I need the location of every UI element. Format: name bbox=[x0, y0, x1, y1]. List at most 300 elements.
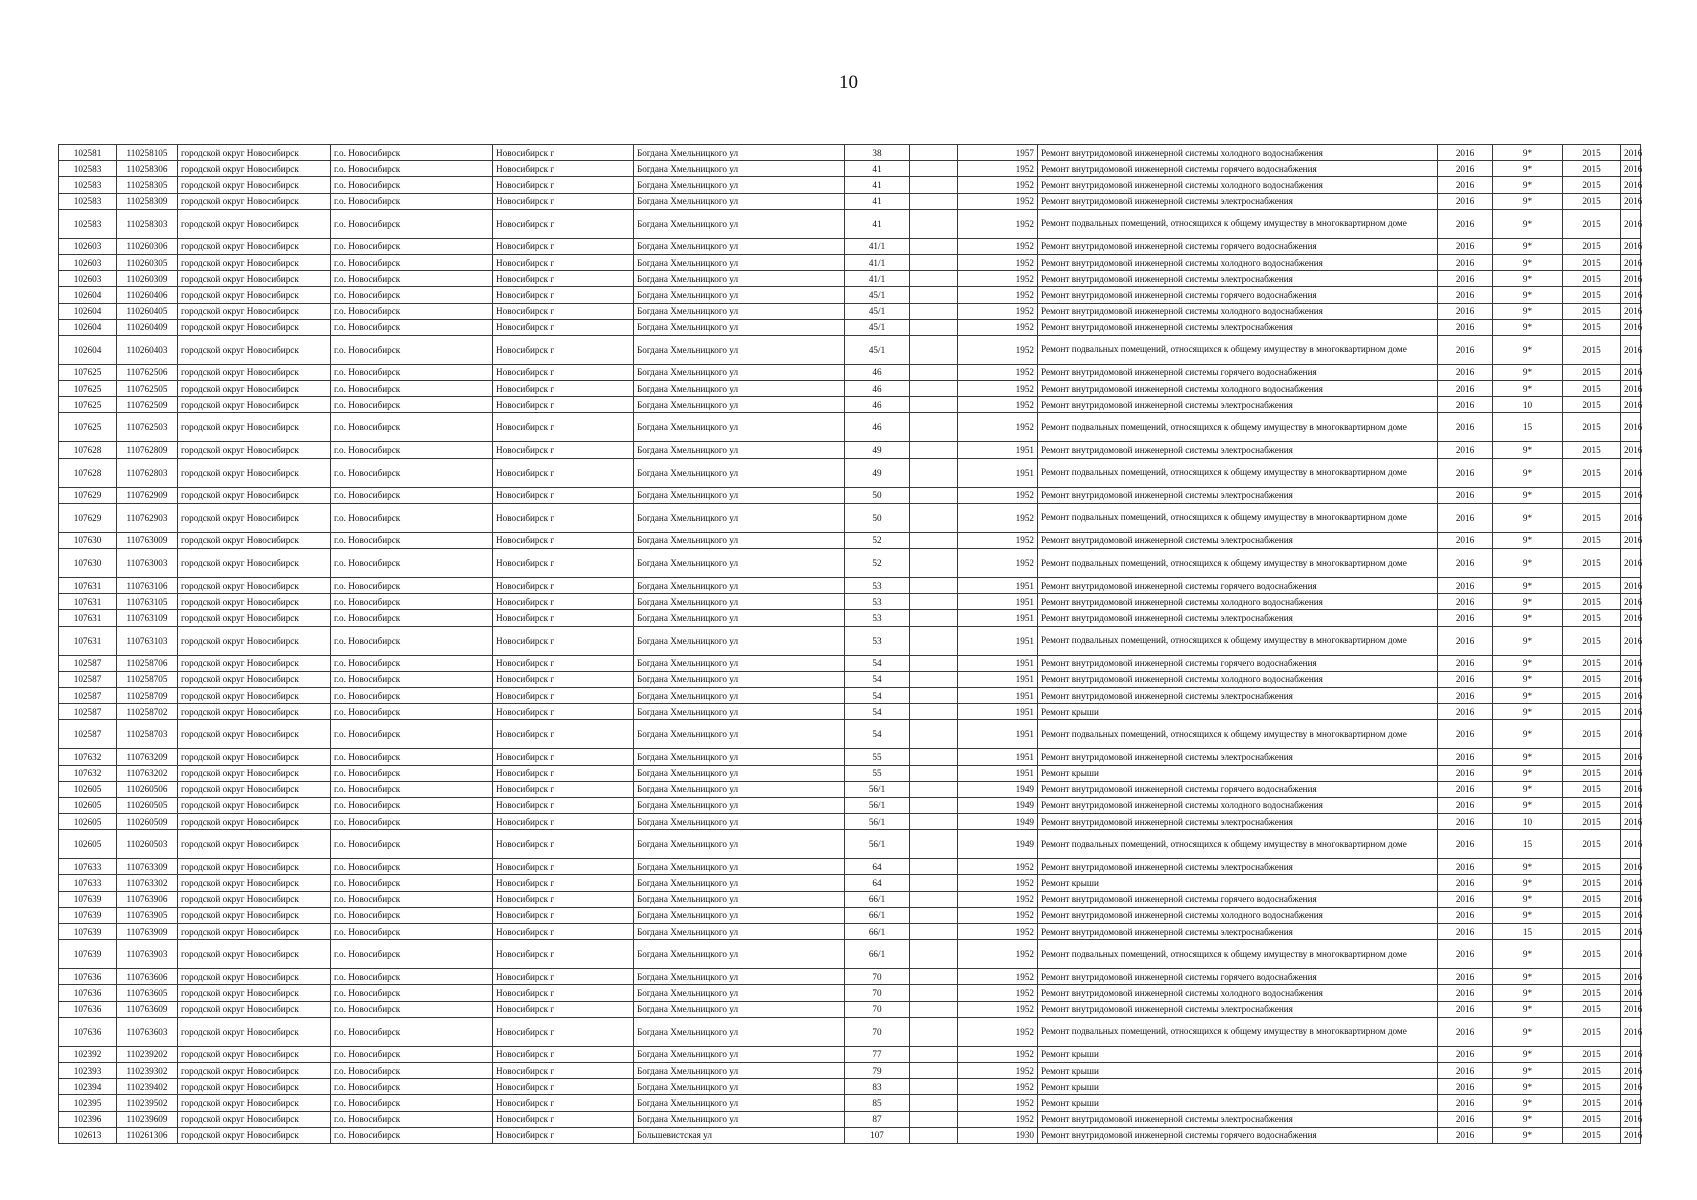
work-type-cell: Ремонт внутридомовой инженерной системы холодного водоснабжения bbox=[1038, 594, 1438, 610]
street-cell: Богдана Хмельницкого ул bbox=[634, 907, 845, 923]
street-cell: Богдана Хмельницкого ул bbox=[634, 781, 845, 797]
street-cell: Богдана Хмельницкого ул bbox=[634, 532, 845, 548]
work-type-cell: Ремонт внутридомовой инженерной системы холодного водоснабжения bbox=[1038, 303, 1438, 319]
code-cell: 110763109 bbox=[117, 610, 178, 626]
row-id-cell: 102604 bbox=[59, 287, 117, 303]
term-cell: 9* bbox=[1493, 145, 1563, 161]
street-cell: Богдана Хмельницкого ул bbox=[634, 503, 845, 532]
code-cell: 110763606 bbox=[117, 969, 178, 985]
year-built-cell: 1951 bbox=[958, 749, 1038, 765]
year-built-cell: 1952 bbox=[958, 1062, 1038, 1078]
building-cell bbox=[910, 458, 958, 487]
building-cell bbox=[910, 254, 958, 270]
building-cell bbox=[910, 1017, 958, 1046]
plan-year-cell: 2016 bbox=[1438, 940, 1493, 969]
start-year-cell: 2015 bbox=[1563, 335, 1621, 364]
start-year-cell: 2015 bbox=[1563, 1001, 1621, 1017]
district-cell: городской округ Новосибирск bbox=[178, 671, 331, 687]
work-type-cell: Ремонт подвальных помещений, относящихся к общему имуществу в многоквартирном доме bbox=[1038, 503, 1438, 532]
house-number-cell: 54 bbox=[845, 720, 910, 749]
street-cell: Богдана Хмельницкого ул bbox=[634, 1046, 845, 1062]
plan-year-cell: 2016 bbox=[1438, 985, 1493, 1001]
street-cell: Богдана Хмельницкого ул bbox=[634, 940, 845, 969]
municipality-cell: г.о. Новосибирск bbox=[331, 765, 493, 781]
code-cell: 110260403 bbox=[117, 335, 178, 364]
street-cell: Богдана Хмельницкого ул bbox=[634, 1062, 845, 1078]
year-built-cell: 1951 bbox=[958, 687, 1038, 703]
building-cell bbox=[910, 907, 958, 923]
end-year-cell: 2016 bbox=[1621, 381, 1641, 397]
end-year-cell: 2016 bbox=[1621, 254, 1641, 270]
end-year-cell: 2016 bbox=[1621, 193, 1641, 209]
start-year-cell: 2015 bbox=[1563, 969, 1621, 985]
municipality-cell: г.о. Новосибирск bbox=[331, 1079, 493, 1095]
term-cell: 9* bbox=[1493, 319, 1563, 335]
house-number-cell: 53 bbox=[845, 578, 910, 594]
work-type-cell: Ремонт внутридомовой инженерной системы электроснабжения bbox=[1038, 924, 1438, 940]
building-cell bbox=[910, 335, 958, 364]
table-row bbox=[59, 1017, 1641, 1046]
plan-year-cell: 2016 bbox=[1438, 381, 1493, 397]
year-built-cell: 1951 bbox=[958, 671, 1038, 687]
work-type-cell: Ремонт внутридомовой инженерной системы холодного водоснабжения bbox=[1038, 985, 1438, 1001]
start-year-cell: 2015 bbox=[1563, 287, 1621, 303]
year-built-cell: 1952 bbox=[958, 364, 1038, 380]
street-cell: Богдана Хмельницкого ул bbox=[634, 303, 845, 319]
end-year-cell: 2016 bbox=[1621, 671, 1641, 687]
year-built-cell: 1952 bbox=[958, 1001, 1038, 1017]
municipality-cell: г.о. Новосибирск bbox=[331, 891, 493, 907]
code-cell: 110258702 bbox=[117, 704, 178, 720]
code-cell: 110762503 bbox=[117, 413, 178, 442]
work-type-cell: Ремонт крыши bbox=[1038, 765, 1438, 781]
term-cell: 9* bbox=[1493, 1111, 1563, 1127]
plan-year-cell: 2016 bbox=[1438, 720, 1493, 749]
start-year-cell: 2015 bbox=[1563, 859, 1621, 875]
district-cell: городской округ Новосибирск bbox=[178, 442, 331, 458]
row-id-cell: 102603 bbox=[59, 254, 117, 270]
work-type-cell: Ремонт крыши bbox=[1038, 1062, 1438, 1078]
building-cell bbox=[910, 891, 958, 907]
term-cell: 10 bbox=[1493, 397, 1563, 413]
table-row bbox=[59, 1001, 1641, 1017]
building-cell bbox=[910, 720, 958, 749]
district-cell: городской округ Новосибирск bbox=[178, 549, 331, 578]
work-type-cell: Ремонт внутридомовой инженерной системы электроснабжения bbox=[1038, 1001, 1438, 1017]
row-id-cell: 102587 bbox=[59, 720, 117, 749]
street-cell: Богдана Хмельницкого ул bbox=[634, 458, 845, 487]
year-built-cell: 1952 bbox=[958, 1046, 1038, 1062]
code-cell: 110763906 bbox=[117, 891, 178, 907]
code-cell: 110763103 bbox=[117, 626, 178, 655]
start-year-cell: 2015 bbox=[1563, 458, 1621, 487]
district-cell: городской округ Новосибирск bbox=[178, 487, 331, 503]
house-number-cell: 55 bbox=[845, 749, 910, 765]
house-number-cell: 77 bbox=[845, 1046, 910, 1062]
term-cell: 9* bbox=[1493, 254, 1563, 270]
house-number-cell: 107 bbox=[845, 1127, 910, 1143]
table-row bbox=[59, 940, 1641, 969]
row-id-cell: 107625 bbox=[59, 397, 117, 413]
street-cell: Богдана Хмельницкого ул bbox=[634, 364, 845, 380]
building-cell bbox=[910, 969, 958, 985]
district-cell: городской округ Новосибирск bbox=[178, 287, 331, 303]
row-id-cell: 102605 bbox=[59, 781, 117, 797]
code-cell: 110762509 bbox=[117, 397, 178, 413]
term-cell: 9* bbox=[1493, 765, 1563, 781]
work-type-cell: Ремонт внутридомовой инженерной системы холодного водоснабжения bbox=[1038, 145, 1438, 161]
work-type-cell: Ремонт внутридомовой инженерной системы горячего водоснабжения bbox=[1038, 1127, 1438, 1143]
plan-year-cell: 2016 bbox=[1438, 238, 1493, 254]
row-id-cell: 107639 bbox=[59, 924, 117, 940]
end-year-cell: 2016 bbox=[1621, 859, 1641, 875]
year-built-cell: 1949 bbox=[958, 781, 1038, 797]
year-built-cell: 1930 bbox=[958, 1127, 1038, 1143]
locality-cell: Новосибирск г bbox=[493, 145, 634, 161]
term-cell: 9* bbox=[1493, 381, 1563, 397]
house-number-cell: 66/1 bbox=[845, 891, 910, 907]
row-id-cell: 102583 bbox=[59, 209, 117, 238]
start-year-cell: 2015 bbox=[1563, 303, 1621, 319]
plan-year-cell: 2016 bbox=[1438, 177, 1493, 193]
district-cell: городской округ Новосибирск bbox=[178, 687, 331, 703]
municipality-cell: г.о. Новосибирск bbox=[331, 271, 493, 287]
plan-year-cell: 2016 bbox=[1438, 145, 1493, 161]
code-cell: 110260505 bbox=[117, 797, 178, 813]
work-type-cell: Ремонт внутридомовой инженерной системы электроснабжения bbox=[1038, 687, 1438, 703]
locality-cell: Новосибирск г bbox=[493, 594, 634, 610]
plan-year-cell: 2016 bbox=[1438, 254, 1493, 270]
table-row bbox=[59, 797, 1641, 813]
building-cell bbox=[910, 503, 958, 532]
house-number-cell: 53 bbox=[845, 610, 910, 626]
plan-year-cell: 2016 bbox=[1438, 303, 1493, 319]
row-id-cell: 107639 bbox=[59, 907, 117, 923]
table-row bbox=[59, 145, 1641, 161]
end-year-cell: 2016 bbox=[1621, 442, 1641, 458]
row-id-cell: 107639 bbox=[59, 891, 117, 907]
district-cell: городской округ Новосибирск bbox=[178, 1001, 331, 1017]
municipality-cell: г.о. Новосибирск bbox=[331, 830, 493, 859]
locality-cell: Новосибирск г bbox=[493, 1095, 634, 1111]
locality-cell: Новосибирск г bbox=[493, 985, 634, 1001]
table-row bbox=[59, 209, 1641, 238]
locality-cell: Новосибирск г bbox=[493, 610, 634, 626]
start-year-cell: 2015 bbox=[1563, 594, 1621, 610]
house-number-cell: 49 bbox=[845, 442, 910, 458]
building-cell bbox=[910, 859, 958, 875]
house-number-cell: 70 bbox=[845, 1001, 910, 1017]
work-type-cell: Ремонт внутридомовой инженерной системы холодного водоснабжения bbox=[1038, 254, 1438, 270]
municipality-cell: г.о. Новосибирск bbox=[331, 1017, 493, 1046]
work-type-cell: Ремонт внутридомовой инженерной системы электроснабжения bbox=[1038, 1111, 1438, 1127]
code-cell: 110763202 bbox=[117, 765, 178, 781]
municipality-cell: г.о. Новосибирск bbox=[331, 655, 493, 671]
work-type-cell: Ремонт внутридомовой инженерной системы горячего водоснабжения bbox=[1038, 238, 1438, 254]
end-year-cell: 2016 bbox=[1621, 364, 1641, 380]
end-year-cell: 2016 bbox=[1621, 594, 1641, 610]
term-cell: 9* bbox=[1493, 907, 1563, 923]
table-row bbox=[59, 549, 1641, 578]
municipality-cell: г.о. Новосибирск bbox=[331, 209, 493, 238]
table-row bbox=[59, 458, 1641, 487]
district-cell: городской округ Новосибирск bbox=[178, 397, 331, 413]
table-row bbox=[59, 610, 1641, 626]
year-built-cell: 1952 bbox=[958, 549, 1038, 578]
table-row bbox=[59, 1111, 1641, 1127]
municipality-cell: г.о. Новосибирск bbox=[331, 626, 493, 655]
year-built-cell: 1951 bbox=[958, 594, 1038, 610]
code-cell: 110239609 bbox=[117, 1111, 178, 1127]
start-year-cell: 2015 bbox=[1563, 532, 1621, 548]
table-row bbox=[59, 655, 1641, 671]
row-id-cell: 102583 bbox=[59, 193, 117, 209]
row-id-cell: 107636 bbox=[59, 1001, 117, 1017]
street-cell: Богдана Хмельницкого ул bbox=[634, 145, 845, 161]
start-year-cell: 2015 bbox=[1563, 209, 1621, 238]
table-row bbox=[59, 364, 1641, 380]
end-year-cell: 2016 bbox=[1621, 271, 1641, 287]
code-cell: 110762803 bbox=[117, 458, 178, 487]
table-row bbox=[59, 594, 1641, 610]
district-cell: городской округ Новосибирск bbox=[178, 797, 331, 813]
code-cell: 110260506 bbox=[117, 781, 178, 797]
row-id-cell: 107630 bbox=[59, 549, 117, 578]
house-number-cell: 52 bbox=[845, 549, 910, 578]
row-id-cell: 102605 bbox=[59, 797, 117, 813]
start-year-cell: 2015 bbox=[1563, 610, 1621, 626]
start-year-cell: 2015 bbox=[1563, 749, 1621, 765]
building-cell bbox=[910, 924, 958, 940]
row-id-cell: 102613 bbox=[59, 1127, 117, 1143]
year-built-cell: 1952 bbox=[958, 161, 1038, 177]
plan-year-cell: 2016 bbox=[1438, 671, 1493, 687]
end-year-cell: 2016 bbox=[1621, 1062, 1641, 1078]
locality-cell: Новосибирск г bbox=[493, 969, 634, 985]
street-cell: Богдана Хмельницкого ул bbox=[634, 319, 845, 335]
district-cell: городской округ Новосибирск bbox=[178, 765, 331, 781]
locality-cell: Новосибирск г bbox=[493, 364, 634, 380]
year-built-cell: 1952 bbox=[958, 1079, 1038, 1095]
district-cell: городской округ Новосибирск bbox=[178, 145, 331, 161]
capital-repair-table bbox=[58, 144, 1641, 1144]
street-cell: Богдана Хмельницкого ул bbox=[634, 287, 845, 303]
end-year-cell: 2016 bbox=[1621, 335, 1641, 364]
end-year-cell: 2016 bbox=[1621, 161, 1641, 177]
start-year-cell: 2015 bbox=[1563, 503, 1621, 532]
plan-year-cell: 2016 bbox=[1438, 749, 1493, 765]
plan-year-cell: 2016 bbox=[1438, 503, 1493, 532]
building-cell bbox=[910, 781, 958, 797]
street-cell: Богдана Хмельницкого ул bbox=[634, 238, 845, 254]
year-built-cell: 1951 bbox=[958, 720, 1038, 749]
table-row bbox=[59, 381, 1641, 397]
municipality-cell: г.о. Новосибирск bbox=[331, 319, 493, 335]
work-type-cell: Ремонт внутридомовой инженерной системы электроснабжения bbox=[1038, 442, 1438, 458]
code-cell: 110762909 bbox=[117, 487, 178, 503]
municipality-cell: г.о. Новосибирск bbox=[331, 442, 493, 458]
municipality-cell: г.о. Новосибирск bbox=[331, 1062, 493, 1078]
street-cell: Богдана Хмельницкого ул bbox=[634, 1017, 845, 1046]
code-cell: 110762505 bbox=[117, 381, 178, 397]
locality-cell: Новосибирск г bbox=[493, 765, 634, 781]
work-type-cell: Ремонт подвальных помещений, относящихся к общему имуществу в многоквартирном доме bbox=[1038, 720, 1438, 749]
district-cell: городской округ Новосибирск bbox=[178, 859, 331, 875]
locality-cell: Новосибирск г bbox=[493, 319, 634, 335]
district-cell: городской округ Новосибирск bbox=[178, 781, 331, 797]
row-id-cell: 107632 bbox=[59, 749, 117, 765]
plan-year-cell: 2016 bbox=[1438, 364, 1493, 380]
start-year-cell: 2015 bbox=[1563, 924, 1621, 940]
row-id-cell: 107631 bbox=[59, 610, 117, 626]
plan-year-cell: 2016 bbox=[1438, 458, 1493, 487]
term-cell: 9* bbox=[1493, 940, 1563, 969]
code-cell: 110258105 bbox=[117, 145, 178, 161]
locality-cell: Новосибирск г bbox=[493, 830, 634, 859]
year-built-cell: 1951 bbox=[958, 578, 1038, 594]
term-cell: 9* bbox=[1493, 209, 1563, 238]
district-cell: городской округ Новосибирск bbox=[178, 749, 331, 765]
building-cell bbox=[910, 830, 958, 859]
house-number-cell: 52 bbox=[845, 532, 910, 548]
house-number-cell: 70 bbox=[845, 969, 910, 985]
municipality-cell: г.о. Новосибирск bbox=[331, 781, 493, 797]
plan-year-cell: 2016 bbox=[1438, 413, 1493, 442]
work-type-cell: Ремонт внутридомовой инженерной системы электроснабжения bbox=[1038, 814, 1438, 830]
row-id-cell: 102603 bbox=[59, 271, 117, 287]
year-built-cell: 1952 bbox=[958, 413, 1038, 442]
year-built-cell: 1949 bbox=[958, 797, 1038, 813]
end-year-cell: 2016 bbox=[1621, 177, 1641, 193]
end-year-cell: 2016 bbox=[1621, 985, 1641, 1001]
end-year-cell: 2016 bbox=[1621, 891, 1641, 907]
work-type-cell: Ремонт внутридомовой инженерной системы холодного водоснабжения bbox=[1038, 381, 1438, 397]
table-row bbox=[59, 720, 1641, 749]
start-year-cell: 2015 bbox=[1563, 985, 1621, 1001]
start-year-cell: 2015 bbox=[1563, 671, 1621, 687]
house-number-cell: 64 bbox=[845, 859, 910, 875]
end-year-cell: 2016 bbox=[1621, 145, 1641, 161]
code-cell: 110260503 bbox=[117, 830, 178, 859]
table-row bbox=[59, 503, 1641, 532]
house-number-cell: 54 bbox=[845, 687, 910, 703]
start-year-cell: 2015 bbox=[1563, 238, 1621, 254]
code-cell: 110763909 bbox=[117, 924, 178, 940]
building-cell bbox=[910, 413, 958, 442]
house-number-cell: 64 bbox=[845, 875, 910, 891]
term-cell: 15 bbox=[1493, 413, 1563, 442]
year-built-cell: 1952 bbox=[958, 271, 1038, 287]
locality-cell: Новосибирск г bbox=[493, 814, 634, 830]
code-cell: 110762506 bbox=[117, 364, 178, 380]
house-number-cell: 87 bbox=[845, 1111, 910, 1127]
plan-year-cell: 2016 bbox=[1438, 814, 1493, 830]
start-year-cell: 2015 bbox=[1563, 704, 1621, 720]
plan-year-cell: 2016 bbox=[1438, 594, 1493, 610]
term-cell: 9* bbox=[1493, 193, 1563, 209]
work-type-cell: Ремонт внутридомовой инженерной системы электроснабжения bbox=[1038, 532, 1438, 548]
start-year-cell: 2015 bbox=[1563, 1046, 1621, 1062]
work-type-cell: Ремонт крыши bbox=[1038, 875, 1438, 891]
table-row bbox=[59, 487, 1641, 503]
locality-cell: Новосибирск г bbox=[493, 940, 634, 969]
table-row bbox=[59, 287, 1641, 303]
house-number-cell: 41 bbox=[845, 193, 910, 209]
plan-year-cell: 2016 bbox=[1438, 765, 1493, 781]
table-row bbox=[59, 254, 1641, 270]
end-year-cell: 2016 bbox=[1621, 503, 1641, 532]
start-year-cell: 2015 bbox=[1563, 271, 1621, 287]
plan-year-cell: 2016 bbox=[1438, 442, 1493, 458]
term-cell: 9* bbox=[1493, 594, 1563, 610]
street-cell: Богдана Хмельницкого ул bbox=[634, 578, 845, 594]
row-id-cell: 102395 bbox=[59, 1095, 117, 1111]
term-cell: 9* bbox=[1493, 749, 1563, 765]
district-cell: городской округ Новосибирск bbox=[178, 335, 331, 364]
code-cell: 110258709 bbox=[117, 687, 178, 703]
code-cell: 110763009 bbox=[117, 532, 178, 548]
start-year-cell: 2015 bbox=[1563, 720, 1621, 749]
code-cell: 110258305 bbox=[117, 177, 178, 193]
street-cell: Богдана Хмельницкого ул bbox=[634, 671, 845, 687]
code-cell: 110763209 bbox=[117, 749, 178, 765]
year-built-cell: 1952 bbox=[958, 335, 1038, 364]
end-year-cell: 2016 bbox=[1621, 1095, 1641, 1111]
house-number-cell: 55 bbox=[845, 765, 910, 781]
term-cell: 10 bbox=[1493, 814, 1563, 830]
work-type-cell: Ремонт внутридомовой инженерной системы электроснабжения bbox=[1038, 193, 1438, 209]
year-built-cell: 1951 bbox=[958, 610, 1038, 626]
end-year-cell: 2016 bbox=[1621, 209, 1641, 238]
locality-cell: Новосибирск г bbox=[493, 891, 634, 907]
house-number-cell: 41/1 bbox=[845, 238, 910, 254]
start-year-cell: 2015 bbox=[1563, 830, 1621, 859]
start-year-cell: 2015 bbox=[1563, 1095, 1621, 1111]
row-id-cell: 107625 bbox=[59, 413, 117, 442]
work-type-cell: Ремонт внутридомовой инженерной системы электроснабжения bbox=[1038, 271, 1438, 287]
table-row bbox=[59, 859, 1641, 875]
municipality-cell: г.о. Новосибирск bbox=[331, 238, 493, 254]
end-year-cell: 2016 bbox=[1621, 532, 1641, 548]
locality-cell: Новосибирск г bbox=[493, 687, 634, 703]
term-cell: 9* bbox=[1493, 578, 1563, 594]
district-cell: городской округ Новосибирск bbox=[178, 985, 331, 1001]
plan-year-cell: 2016 bbox=[1438, 1079, 1493, 1095]
code-cell: 110261306 bbox=[117, 1127, 178, 1143]
start-year-cell: 2015 bbox=[1563, 626, 1621, 655]
term-cell: 9* bbox=[1493, 720, 1563, 749]
row-id-cell: 102603 bbox=[59, 238, 117, 254]
plan-year-cell: 2016 bbox=[1438, 161, 1493, 177]
building-cell bbox=[910, 177, 958, 193]
municipality-cell: г.о. Новосибирск bbox=[331, 145, 493, 161]
term-cell: 9* bbox=[1493, 442, 1563, 458]
municipality-cell: г.о. Новосибирск bbox=[331, 985, 493, 1001]
street-cell: Богдана Хмельницкого ул bbox=[634, 875, 845, 891]
house-number-cell: 45/1 bbox=[845, 287, 910, 303]
year-built-cell: 1952 bbox=[958, 1095, 1038, 1111]
page-number: 10 bbox=[839, 72, 858, 93]
row-id-cell: 107636 bbox=[59, 1017, 117, 1046]
locality-cell: Новосибирск г bbox=[493, 704, 634, 720]
district-cell: городской округ Новосибирск bbox=[178, 830, 331, 859]
row-id-cell: 107631 bbox=[59, 594, 117, 610]
district-cell: городской округ Новосибирск bbox=[178, 907, 331, 923]
plan-year-cell: 2016 bbox=[1438, 626, 1493, 655]
municipality-cell: г.о. Новосибирск bbox=[331, 1127, 493, 1143]
locality-cell: Новосибирск г bbox=[493, 532, 634, 548]
street-cell: Богдана Хмельницкого ул bbox=[634, 720, 845, 749]
